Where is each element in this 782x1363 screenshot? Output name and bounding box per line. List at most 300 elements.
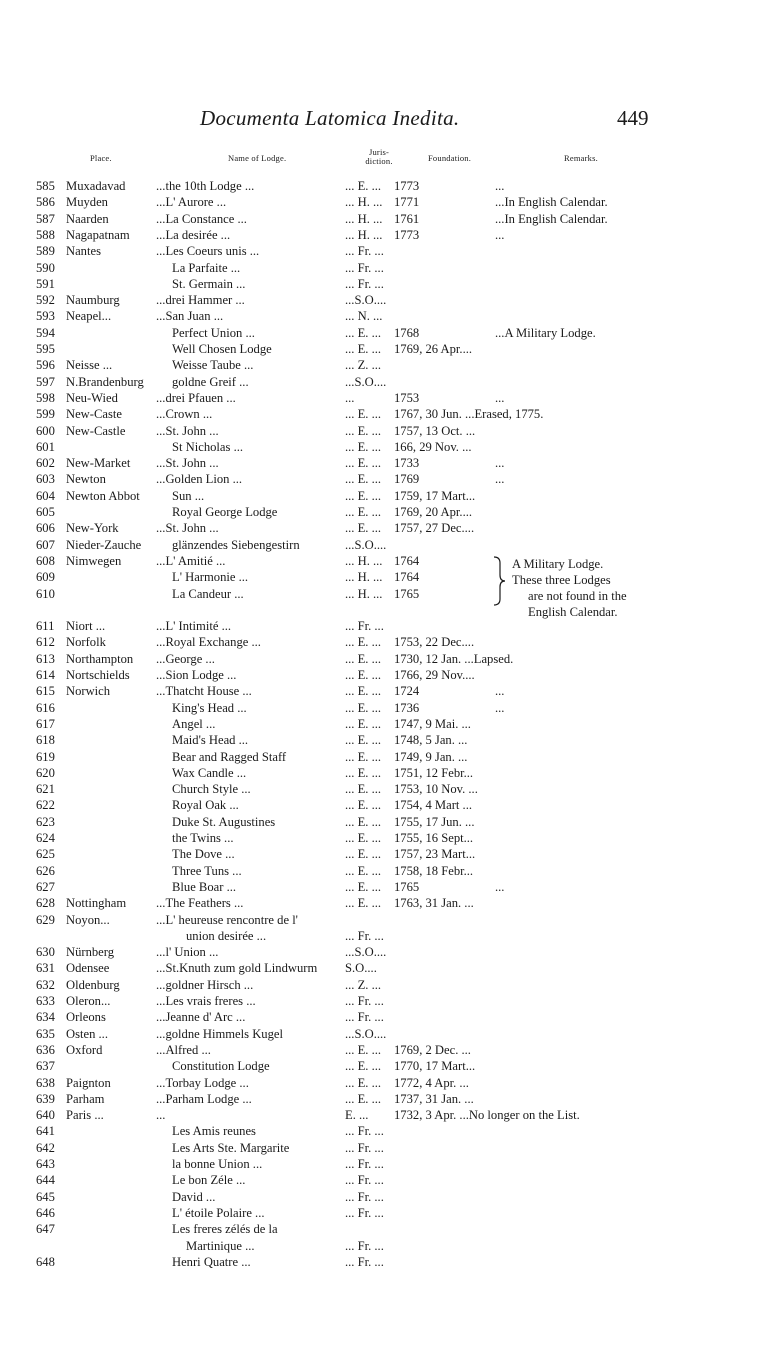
entry-foundation: 1733 bbox=[394, 456, 420, 471]
entry-remarks: ... bbox=[495, 472, 505, 487]
entry-place: Noyon... bbox=[66, 912, 110, 927]
table-row bbox=[0, 1075, 782, 1091]
entry-lodge: ...goldner Hirsch ... bbox=[156, 977, 254, 992]
entry-number: 624 bbox=[36, 831, 55, 845]
entry-number: 640 bbox=[36, 1108, 55, 1123]
entry-lodge: ...St. John ... bbox=[156, 423, 219, 438]
table-row bbox=[0, 846, 782, 862]
entry-foundation: 1753 bbox=[394, 390, 420, 405]
table-row bbox=[0, 765, 782, 781]
entry-foundation: 1737, 31 Jan. ... bbox=[394, 1091, 474, 1106]
entry-lodge: ...Golden Lion ... bbox=[156, 472, 243, 487]
entry-foundation: 1753, 22 Dec.... bbox=[394, 635, 475, 650]
entry-foundation: 1770, 17 Mart... bbox=[394, 1059, 476, 1074]
entry-number: 605 bbox=[36, 505, 55, 519]
entry-jurisdiction: ... Fr. ... bbox=[345, 276, 384, 291]
entry-jurisdiction: ...S.O.... bbox=[345, 293, 387, 308]
entry-foundation: 1748, 5 Jan. ... bbox=[394, 733, 468, 748]
page-number: 449 bbox=[617, 106, 649, 130]
column-header-jurisdiction bbox=[357, 148, 401, 166]
table-row bbox=[0, 374, 782, 390]
entry-number: 594 bbox=[36, 325, 55, 340]
table-row bbox=[0, 977, 782, 993]
entry-lodge: ...St.Knuth zum gold Lindwurm bbox=[156, 961, 318, 976]
entry-lodge: ...L' Aurore ... bbox=[156, 195, 227, 210]
entry-jurisdiction: ...S.O.... bbox=[345, 945, 387, 960]
entry-lodge: ...The Feathers ... bbox=[156, 896, 244, 911]
entry-lodge: La Candeur ... bbox=[172, 586, 244, 601]
entry-lodge: Royal Oak ... bbox=[172, 798, 239, 813]
table-row bbox=[0, 406, 782, 422]
entry-number: 617 bbox=[36, 716, 55, 731]
table-row bbox=[0, 928, 782, 944]
entry-number: 616 bbox=[36, 700, 55, 715]
entry-lodge: ...Torbay Lodge ... bbox=[156, 1075, 249, 1090]
table-row bbox=[0, 634, 782, 650]
entry-foundation: 1747, 9 Mai. ... bbox=[394, 716, 471, 731]
entry-number: 613 bbox=[36, 651, 55, 666]
entry-number: 589 bbox=[36, 244, 55, 259]
entry-foundation: 1758, 18 Febr... bbox=[394, 863, 474, 878]
entry-place: Nürnberg bbox=[66, 945, 115, 960]
column-header-remarks: Remarks. bbox=[564, 153, 598, 163]
entry-jurisdiction: ... Fr. ... bbox=[345, 619, 384, 634]
entry-jurisdiction: ... E. ... bbox=[345, 1091, 382, 1106]
entry-lodge: Sun ... bbox=[172, 488, 205, 503]
entry-jurisdiction: ... E. ... bbox=[345, 668, 382, 682]
entry-jurisdiction: ... E. ... bbox=[345, 896, 382, 911]
entry-jurisdiction: ... Fr. ... bbox=[345, 1254, 384, 1269]
table-row bbox=[0, 488, 782, 504]
entry-number: 639 bbox=[36, 1091, 55, 1106]
table-row bbox=[0, 178, 782, 194]
entry-jurisdiction: E. ... bbox=[345, 1108, 369, 1123]
entry-number: 602 bbox=[36, 456, 55, 471]
table-row bbox=[0, 732, 782, 748]
entry-lodge: La Parfaite ... bbox=[172, 260, 241, 275]
entry-jurisdiction: ... Fr. ... bbox=[345, 1124, 384, 1139]
entry-jurisdiction: ... E. ... bbox=[345, 635, 382, 650]
entry-jurisdiction: ... E. ... bbox=[345, 505, 382, 519]
entry-jurisdiction: ... E. ... bbox=[345, 456, 382, 471]
table-row bbox=[0, 879, 782, 895]
entry-foundation: 1773 bbox=[394, 179, 420, 193]
entry-foundation: 1759, 17 Mart... bbox=[394, 488, 476, 503]
entry-number: 607 bbox=[36, 537, 55, 552]
entry-lodge: Perfect Union ... bbox=[172, 325, 255, 340]
entry-foundation: 1761 bbox=[394, 211, 420, 226]
entry-place: Niort ... bbox=[66, 619, 106, 634]
column-header-jurisdiction-line2: diction. bbox=[365, 156, 393, 166]
entry-jurisdiction: ... E. ... bbox=[345, 831, 382, 845]
entry-foundation: 1768 bbox=[394, 325, 420, 340]
entry-place: Neisse ... bbox=[66, 358, 113, 373]
table-row bbox=[0, 700, 782, 716]
table-row bbox=[0, 341, 782, 357]
entry-number: 648 bbox=[36, 1254, 55, 1269]
entry-number: 592 bbox=[36, 293, 55, 308]
entry-foundation: 1736 bbox=[394, 700, 420, 715]
entry-remarks: ... bbox=[495, 879, 505, 894]
entry-number: 599 bbox=[36, 407, 55, 422]
entry-jurisdiction: ... E. ... bbox=[345, 439, 382, 454]
brace-note-line4: English Calendar. bbox=[528, 605, 618, 619]
entry-lodge: ...San Juan ... bbox=[156, 309, 224, 324]
entry-jurisdiction: ... H. ... bbox=[345, 195, 383, 210]
entry-place: Neu-Wied bbox=[66, 390, 118, 405]
entry-foundation: 1766, 29 Nov.... bbox=[394, 668, 475, 682]
entry-foundation: 1769 bbox=[394, 472, 420, 487]
entry-number: 641 bbox=[36, 1124, 55, 1139]
entry-number: 632 bbox=[36, 977, 55, 992]
entry-foundation: 1749, 9 Jan. ... bbox=[394, 749, 468, 764]
entry-place: Northampton bbox=[66, 651, 134, 666]
entry-number: 647 bbox=[36, 1222, 55, 1237]
entry-foundation: 1765 bbox=[394, 586, 420, 601]
entry-lodge: St. Germain ... bbox=[172, 276, 246, 291]
table-row bbox=[0, 912, 782, 928]
entry-jurisdiction: ... E. ... bbox=[345, 814, 382, 829]
entry-foundation: 1767, 30 Jun. ...Erased, 1775. bbox=[394, 407, 544, 422]
entry-foundation: 1764 bbox=[394, 553, 420, 568]
column-header-place: Place. bbox=[90, 153, 112, 163]
table-row bbox=[0, 537, 782, 553]
entry-number: 637 bbox=[36, 1059, 55, 1074]
entry-lodge: Les Arts Ste. Margarite bbox=[172, 1140, 290, 1155]
entry-foundation: 1753, 10 Nov. ... bbox=[394, 782, 478, 797]
table-row bbox=[0, 1205, 782, 1221]
table-row bbox=[0, 651, 782, 667]
table-row bbox=[0, 618, 782, 634]
entry-remarks: ... bbox=[495, 684, 505, 699]
entry-number: 595 bbox=[36, 342, 55, 356]
entry-number: 621 bbox=[36, 782, 55, 797]
entry-number: 609 bbox=[36, 570, 55, 585]
entry-jurisdiction: ... Fr. ... bbox=[345, 1205, 384, 1220]
table-row bbox=[0, 814, 782, 830]
entry-lodge: Blue Boar ... bbox=[172, 879, 237, 894]
entry-lodge: ...Royal Exchange ... bbox=[156, 635, 261, 650]
entry-foundation: 1772, 4 Apr. ... bbox=[394, 1075, 469, 1090]
entry-jurisdiction: ... Fr. ... bbox=[345, 1238, 384, 1253]
entry-foundation: 1757, 13 Oct. ... bbox=[394, 423, 476, 438]
entry-lodge: David ... bbox=[172, 1189, 216, 1204]
table-row bbox=[0, 553, 782, 569]
entry-number: 608 bbox=[36, 553, 55, 568]
entry-lodge: ...St. John ... bbox=[156, 456, 219, 471]
entry-foundation: 1757, 23 Mart... bbox=[394, 847, 476, 862]
entry-lodge: ...drei Hammer ... bbox=[156, 293, 245, 308]
entry-place: New-Castle bbox=[66, 423, 126, 438]
entry-number: 603 bbox=[36, 472, 55, 487]
entry-foundation: 1755, 17 Jun. ... bbox=[394, 814, 475, 829]
table-row bbox=[0, 1140, 782, 1156]
entry-place: New-Caste bbox=[66, 407, 122, 422]
entry-number: 625 bbox=[36, 847, 55, 862]
entry-lodge: ...goldne Himmels Kugel bbox=[156, 1026, 283, 1041]
entry-place: Muxadavad bbox=[66, 179, 126, 193]
entry-remarks: ... bbox=[495, 700, 505, 715]
entry-number: 610 bbox=[36, 586, 55, 601]
table-row bbox=[0, 423, 782, 439]
table-row bbox=[0, 308, 782, 324]
entry-place: Parham bbox=[66, 1091, 105, 1106]
entry-number: 611 bbox=[36, 619, 55, 634]
entry-jurisdiction: ... Fr. ... bbox=[345, 1173, 384, 1188]
entry-lodge: union desirée ... bbox=[186, 928, 267, 943]
entry-number: 629 bbox=[36, 912, 55, 927]
entry-jurisdiction: ... Z. ... bbox=[345, 977, 382, 992]
entry-foundation: 1732, 3 Apr. ...No longer on the List. bbox=[394, 1108, 580, 1123]
column-header-lodge: Name of Lodge. bbox=[228, 153, 287, 163]
entry-place: Norwich bbox=[66, 684, 111, 699]
entry-number: 634 bbox=[36, 1010, 55, 1025]
entry-number: 601 bbox=[36, 439, 55, 454]
entry-number: 597 bbox=[36, 374, 55, 389]
entry-foundation: 1730, 12 Jan. ...Lapsed. bbox=[394, 651, 514, 666]
entry-jurisdiction: ... E. ... bbox=[345, 1075, 382, 1090]
entry-jurisdiction: ... H. ... bbox=[345, 227, 383, 242]
entry-place: New-York bbox=[66, 521, 119, 536]
entry-lodge: Le bon Zéle ... bbox=[172, 1173, 246, 1188]
brace-icon bbox=[492, 555, 506, 607]
entry-jurisdiction: ... H. ... bbox=[345, 553, 383, 568]
entry-place: Norfolk bbox=[66, 635, 106, 650]
entry-place: Naarden bbox=[66, 211, 109, 226]
entry-lodge: Weisse Taube ... bbox=[172, 358, 254, 373]
entry-jurisdiction: ... Fr. ... bbox=[345, 994, 384, 1008]
table-row bbox=[0, 260, 782, 276]
table-row bbox=[0, 1189, 782, 1205]
table-row bbox=[0, 797, 782, 813]
entry-foundation: 1769, 26 Apr.... bbox=[394, 342, 473, 356]
entry-remarks: ... bbox=[495, 179, 505, 193]
entry-jurisdiction: ... E. ... bbox=[345, 1059, 382, 1074]
table-row bbox=[0, 1009, 782, 1025]
entry-lodge: ...L' Intimité ... bbox=[156, 619, 232, 634]
entry-number: 615 bbox=[36, 684, 55, 699]
entry-foundation: 166, 29 Nov. ... bbox=[394, 439, 472, 454]
entry-jurisdiction: ...S.O.... bbox=[345, 537, 387, 552]
entry-jurisdiction: ... E. ... bbox=[345, 733, 382, 748]
entry-lodge: the Twins ... bbox=[172, 831, 234, 845]
entry-lodge: Henri Quatre ... bbox=[172, 1254, 251, 1269]
table-row bbox=[0, 325, 782, 341]
entry-place: Odensee bbox=[66, 961, 110, 976]
entry-place: Oldenburg bbox=[66, 977, 120, 992]
entry-foundation: 1755, 16 Sept... bbox=[394, 831, 474, 845]
table-row bbox=[0, 667, 782, 683]
entry-number: 604 bbox=[36, 488, 55, 503]
entry-lodge: ... bbox=[156, 1108, 166, 1123]
entry-place: Naumburg bbox=[66, 293, 120, 308]
table-row bbox=[0, 781, 782, 797]
entry-number: 633 bbox=[36, 994, 55, 1008]
table-row bbox=[0, 276, 782, 292]
entry-lodge: ...Les Coeurs unis ... bbox=[156, 244, 260, 259]
entry-jurisdiction: ... Fr. ... bbox=[345, 260, 384, 275]
entry-number: 645 bbox=[36, 1189, 55, 1204]
entry-lodge: L' étoile Polaire ... bbox=[172, 1205, 265, 1220]
entry-place: Newton Abbot bbox=[66, 488, 140, 503]
entry-jurisdiction: ... H. ... bbox=[345, 211, 383, 226]
entry-jurisdiction: ... E. ... bbox=[345, 782, 382, 797]
entry-jurisdiction: ... E. ... bbox=[345, 423, 382, 438]
entry-jurisdiction: ... E. ... bbox=[345, 1042, 382, 1057]
entry-lodge: ...the 10th Lodge ... bbox=[156, 179, 255, 193]
table-row bbox=[0, 227, 782, 243]
entry-place: Nottingham bbox=[66, 896, 127, 911]
entry-remarks: ...In English Calendar. bbox=[495, 211, 608, 226]
entry-foundation: 1763, 31 Jan. ... bbox=[394, 896, 474, 911]
table-row bbox=[0, 1042, 782, 1058]
entry-lodge: Maid's Head ... bbox=[172, 733, 249, 748]
entry-number: 593 bbox=[36, 309, 55, 324]
entry-jurisdiction: ... E. ... bbox=[345, 521, 382, 536]
table-row bbox=[0, 243, 782, 259]
table-row bbox=[0, 993, 782, 1009]
entry-number: 585 bbox=[36, 179, 55, 193]
column-header-jurisdiction-line1: Juris- bbox=[368, 147, 390, 157]
entry-lodge: Les freres zélés de la bbox=[172, 1222, 278, 1237]
table-row bbox=[0, 1254, 782, 1270]
entry-place: Nimwegen bbox=[66, 553, 122, 568]
entry-lodge: Royal George Lodge bbox=[172, 505, 278, 519]
table-row bbox=[0, 390, 782, 406]
entry-number: 596 bbox=[36, 358, 55, 373]
entry-jurisdiction: ... E. ... bbox=[345, 879, 382, 894]
entry-number: 631 bbox=[36, 961, 55, 976]
entry-foundation: 1754, 4 Mart ... bbox=[394, 798, 473, 813]
entry-jurisdiction: ... E. ... bbox=[345, 716, 382, 731]
table-row bbox=[0, 292, 782, 308]
brace-note-line1: A Military Lodge. bbox=[512, 557, 604, 571]
entry-lodge: Three Tuns ... bbox=[172, 863, 242, 878]
entry-place: Nortschields bbox=[66, 668, 130, 682]
entry-jurisdiction: ... E. ... bbox=[345, 179, 382, 193]
entry-lodge: ...St. John ... bbox=[156, 521, 219, 536]
table-row bbox=[0, 895, 782, 911]
entry-jurisdiction: ... E. ... bbox=[345, 863, 382, 878]
table-row bbox=[0, 471, 782, 487]
entry-place: Nieder-Zauche bbox=[66, 537, 142, 552]
entry-place: Osten ... bbox=[66, 1026, 108, 1041]
entry-foundation: 1771 bbox=[394, 195, 420, 210]
entry-lodge: Wax Candle ... bbox=[172, 765, 247, 780]
entry-place: New-Market bbox=[66, 456, 131, 471]
entry-lodge: ...L' heureuse rencontre de l' bbox=[156, 912, 298, 927]
table-row bbox=[0, 1026, 782, 1042]
entry-jurisdiction: ... H. ... bbox=[345, 586, 383, 601]
entry-lodge: ...l' Union ... bbox=[156, 945, 219, 960]
table-row bbox=[0, 504, 782, 520]
table-row bbox=[0, 1221, 782, 1237]
entry-jurisdiction: ... Fr. ... bbox=[345, 1189, 384, 1204]
entry-place: Neapel... bbox=[66, 309, 112, 324]
entry-jurisdiction: ... Fr. ... bbox=[345, 1140, 384, 1155]
table-row bbox=[0, 569, 782, 585]
entry-place: Oleron... bbox=[66, 994, 111, 1008]
entry-number: 598 bbox=[36, 390, 55, 405]
table-row bbox=[0, 716, 782, 732]
entry-lodge: Bear and Ragged Staff bbox=[172, 749, 287, 764]
entry-lodge: King's Head ... bbox=[172, 700, 247, 715]
entry-jurisdiction: ... bbox=[345, 390, 355, 405]
entry-foundation: 1764 bbox=[394, 570, 420, 585]
table-row bbox=[0, 586, 782, 602]
table-row bbox=[0, 863, 782, 879]
entry-lodge: L' Harmonie ... bbox=[172, 570, 249, 585]
entry-number: 636 bbox=[36, 1042, 55, 1057]
table-row bbox=[0, 683, 782, 699]
entry-foundation: 1724 bbox=[394, 684, 420, 699]
entry-number: 628 bbox=[36, 896, 55, 911]
table-row bbox=[0, 211, 782, 227]
entry-jurisdiction: ... E. ... bbox=[345, 325, 382, 340]
entry-foundation: 1751, 12 Febr... bbox=[394, 765, 474, 780]
entry-lodge: St Nicholas ... bbox=[172, 439, 244, 454]
entry-foundation: 1773 bbox=[394, 227, 420, 242]
entry-foundation: 1765 bbox=[394, 879, 420, 894]
entry-lodge: ...Sion Lodge ... bbox=[156, 668, 237, 682]
entry-lodge: glänzendes Siebengestirn bbox=[172, 537, 300, 552]
entry-place: Paignton bbox=[66, 1075, 111, 1090]
table-row bbox=[0, 520, 782, 536]
entry-number: 591 bbox=[36, 276, 55, 291]
entry-lodge: goldne Greif ... bbox=[172, 374, 249, 389]
entry-jurisdiction: ... E. ... bbox=[345, 488, 382, 503]
table-row bbox=[0, 1091, 782, 1107]
running-title: Documenta Latomica Inedita. bbox=[200, 106, 460, 130]
entry-number: 618 bbox=[36, 733, 55, 748]
table-row bbox=[0, 1172, 782, 1188]
entry-number: 638 bbox=[36, 1075, 55, 1090]
entry-remarks: ... bbox=[495, 456, 505, 471]
entry-number: 614 bbox=[36, 668, 55, 682]
entry-jurisdiction: ... E. ... bbox=[345, 700, 382, 715]
brace-note-line2: These three Lodges bbox=[512, 573, 611, 587]
entry-jurisdiction: ... Fr. ... bbox=[345, 1010, 384, 1025]
entry-jurisdiction: ... E. ... bbox=[345, 798, 382, 813]
table-row bbox=[0, 194, 782, 210]
entry-place: Muyden bbox=[66, 195, 108, 210]
entry-number: 646 bbox=[36, 1205, 55, 1220]
entry-lodge: ...La desirée ... bbox=[156, 227, 231, 242]
entry-lodge: The Dove ... bbox=[172, 847, 235, 862]
entry-number: 630 bbox=[36, 945, 55, 960]
entry-remarks: ... bbox=[495, 227, 505, 242]
entry-number: 623 bbox=[36, 814, 55, 829]
entry-place: Orleons bbox=[66, 1010, 106, 1025]
entry-number: 642 bbox=[36, 1140, 55, 1155]
entry-number: 588 bbox=[36, 227, 55, 242]
entry-jurisdiction: ... Fr. ... bbox=[345, 1157, 384, 1171]
entry-jurisdiction: ...S.O.... bbox=[345, 374, 387, 389]
table-row bbox=[0, 357, 782, 373]
entry-lodge: Martinique ... bbox=[186, 1238, 255, 1253]
entry-lodge: Angel ... bbox=[172, 716, 216, 731]
entry-lodge: Constitution Lodge bbox=[172, 1059, 270, 1074]
entry-number: 612 bbox=[36, 635, 55, 650]
entry-jurisdiction: ... E. ... bbox=[345, 342, 382, 356]
table-row bbox=[0, 439, 782, 455]
entry-foundation: 1769, 2 Dec. ... bbox=[394, 1042, 471, 1057]
entry-lodge: ...Parham Lodge ... bbox=[156, 1091, 252, 1106]
table-row bbox=[0, 749, 782, 765]
entry-jurisdiction: ... N. ... bbox=[345, 309, 383, 324]
brace-note-line3: are not found in the bbox=[528, 589, 627, 603]
table-row bbox=[0, 1058, 782, 1074]
